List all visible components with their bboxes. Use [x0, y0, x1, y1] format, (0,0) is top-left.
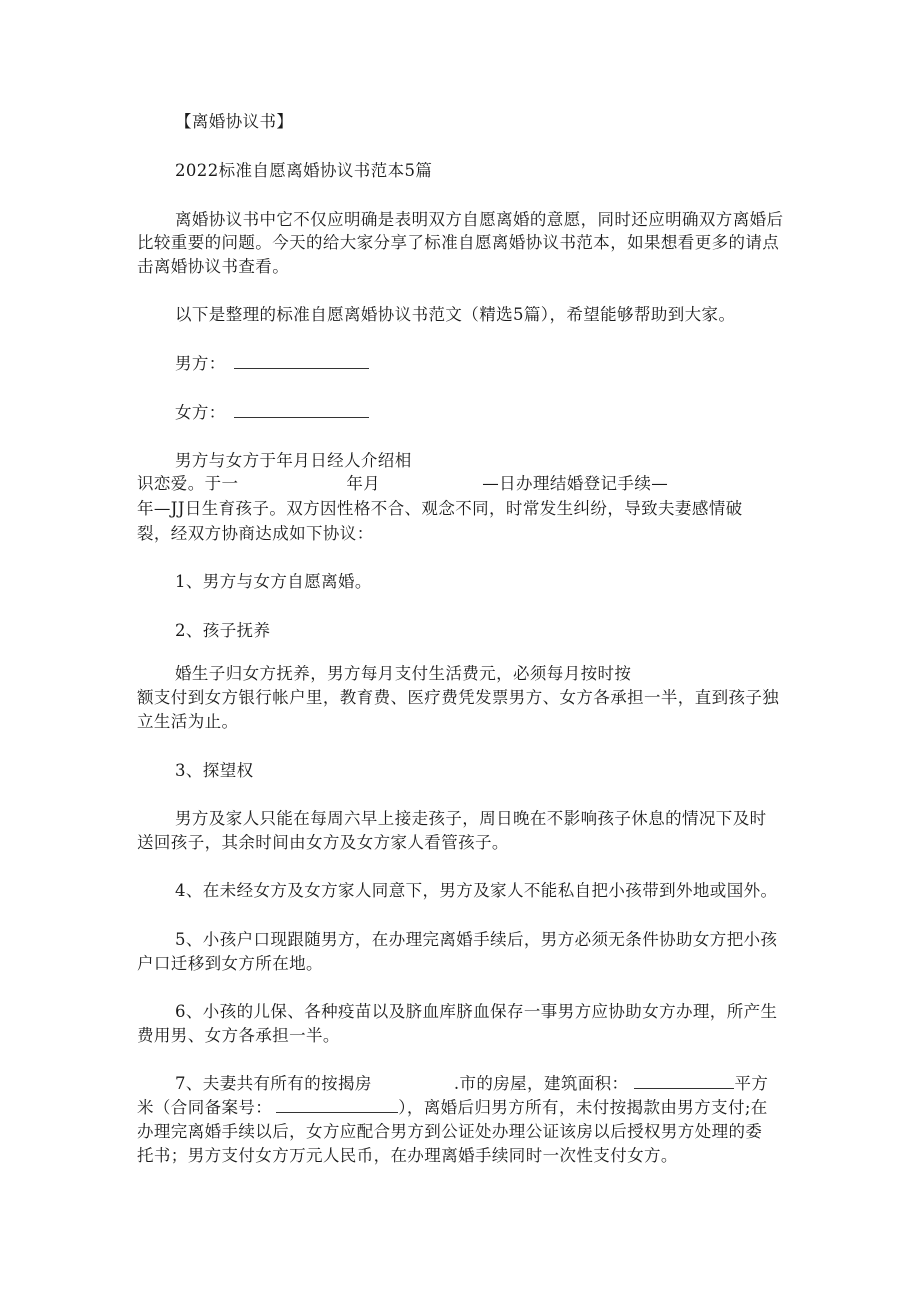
clause-7-line-3: 办理完离婚手续以后，女方应配合男方到公证处办理公证该房以后授权男方处理的委 — [137, 1122, 763, 1141]
background-line-2-a: 识恋爱。于一 — [137, 474, 239, 493]
contract-number-blank — [276, 1096, 398, 1113]
clause-7-line-1-a: 7、夫妻共有所有的按揭房 — [175, 1074, 372, 1093]
clause-3-line-1: 男方及家人只能在每周六早上接走孩子，周日晚在不影响孩子休息的情况下及时 — [175, 809, 767, 828]
clause-1: 1、男方与女方自愿离婚。 — [175, 572, 372, 591]
male-field — [175, 352, 369, 376]
clause-7-line-2-a: 米（合同备案号： — [137, 1098, 273, 1117]
clause-2-line-2: 额支付到女方银行帐户里，教育费、医疗费凭发票男方、女方各承担一半，直到孩子独 — [137, 688, 780, 707]
clause-3-line-2: 送回孩子，其余时间由女方及女方家人看管孩子。 — [137, 833, 509, 852]
intro-line-1: 离婚协议书中它不仅应明确是表明双方自愿离婚的意愿，同时还应明确双方离婚后 — [175, 210, 784, 229]
clause-7-line-2 — [137, 1096, 768, 1120]
floor-area-blank — [634, 1072, 734, 1089]
background-line-4: 裂，经双方协商达成如下协议： — [137, 524, 374, 543]
clause-2-line-3: 立生活为止。 — [137, 712, 239, 731]
clause-6-line-2: 费用男、女方各承担一半。 — [137, 1026, 340, 1045]
document-heading: 【离婚协议书】 — [175, 112, 294, 131]
clause-2-title: 2、孩子抚养 — [175, 621, 271, 640]
clause-7-line-1 — [175, 1072, 768, 1096]
male-name-blank — [234, 352, 369, 369]
female-field — [175, 401, 369, 425]
background-line-2 — [137, 472, 668, 496]
female-name-blank — [234, 401, 369, 418]
background-line-2-c: —日办理结婚登记手续— — [482, 474, 669, 493]
clause-5-line-1: 5、小孩户口现跟随男方，在办理完离婚手续后，男方必须无条件协助女方把小孩 — [175, 930, 778, 949]
clause-7-line-1-c: 平方 — [734, 1074, 769, 1093]
clause-7-line-4: 托书；男方支付女方万元人民币，在办理离婚手续同时一次性支付女方。 — [137, 1146, 678, 1165]
clause-7-line-1-b: .市的房屋，建筑面积： — [453, 1074, 629, 1093]
background-line-2-b: 年月 — [346, 474, 381, 493]
clause-2-line-1: 婚生子归女方抚养，男方每月支付生活费元，必须每月按时按 — [175, 664, 632, 683]
male-label: 男方： — [175, 354, 226, 373]
clause-7-line-2-b: ），离婚后归男方所有，未付按揭款由男方支付;在 — [398, 1098, 768, 1117]
intro-line-3: 击离婚协议书查看。 — [137, 257, 290, 276]
background-line-1: 男方与女方于年月日经人介绍相 — [175, 451, 412, 470]
clause-3-title: 3、探望权 — [175, 761, 254, 780]
clause-6-line-1: 6、小孩的儿保、各种疫苗以及脐血库脐血保存一事男方应协助女方办理，所产生 — [175, 1002, 778, 1021]
clause-4: 4、在未经女方及女方家人同意下，男方及家人不能私自把小孩带到外地或国外。 — [175, 881, 778, 900]
intro-line-2: 比较重要的问题。今天的给大家分享了标准自愿离婚协议书范本，如果想看更多的请点 — [137, 233, 780, 252]
female-label: 女方： — [175, 403, 226, 422]
background-line-3: 年—JJ日生育孩子。双方因性格不合、观念不同，时常发生纠纷，导致夫妻感情破 — [137, 499, 743, 518]
clause-5-line-2: 户口迁移到女方所在地。 — [137, 954, 323, 973]
document-subtitle: 2022标准自愿离婚协议书范本5篇 — [175, 161, 433, 180]
summary-paragraph: 以下是整理的标准自愿离婚协议书范文（精选5篇），希望能够帮助到大家。 — [175, 305, 736, 324]
